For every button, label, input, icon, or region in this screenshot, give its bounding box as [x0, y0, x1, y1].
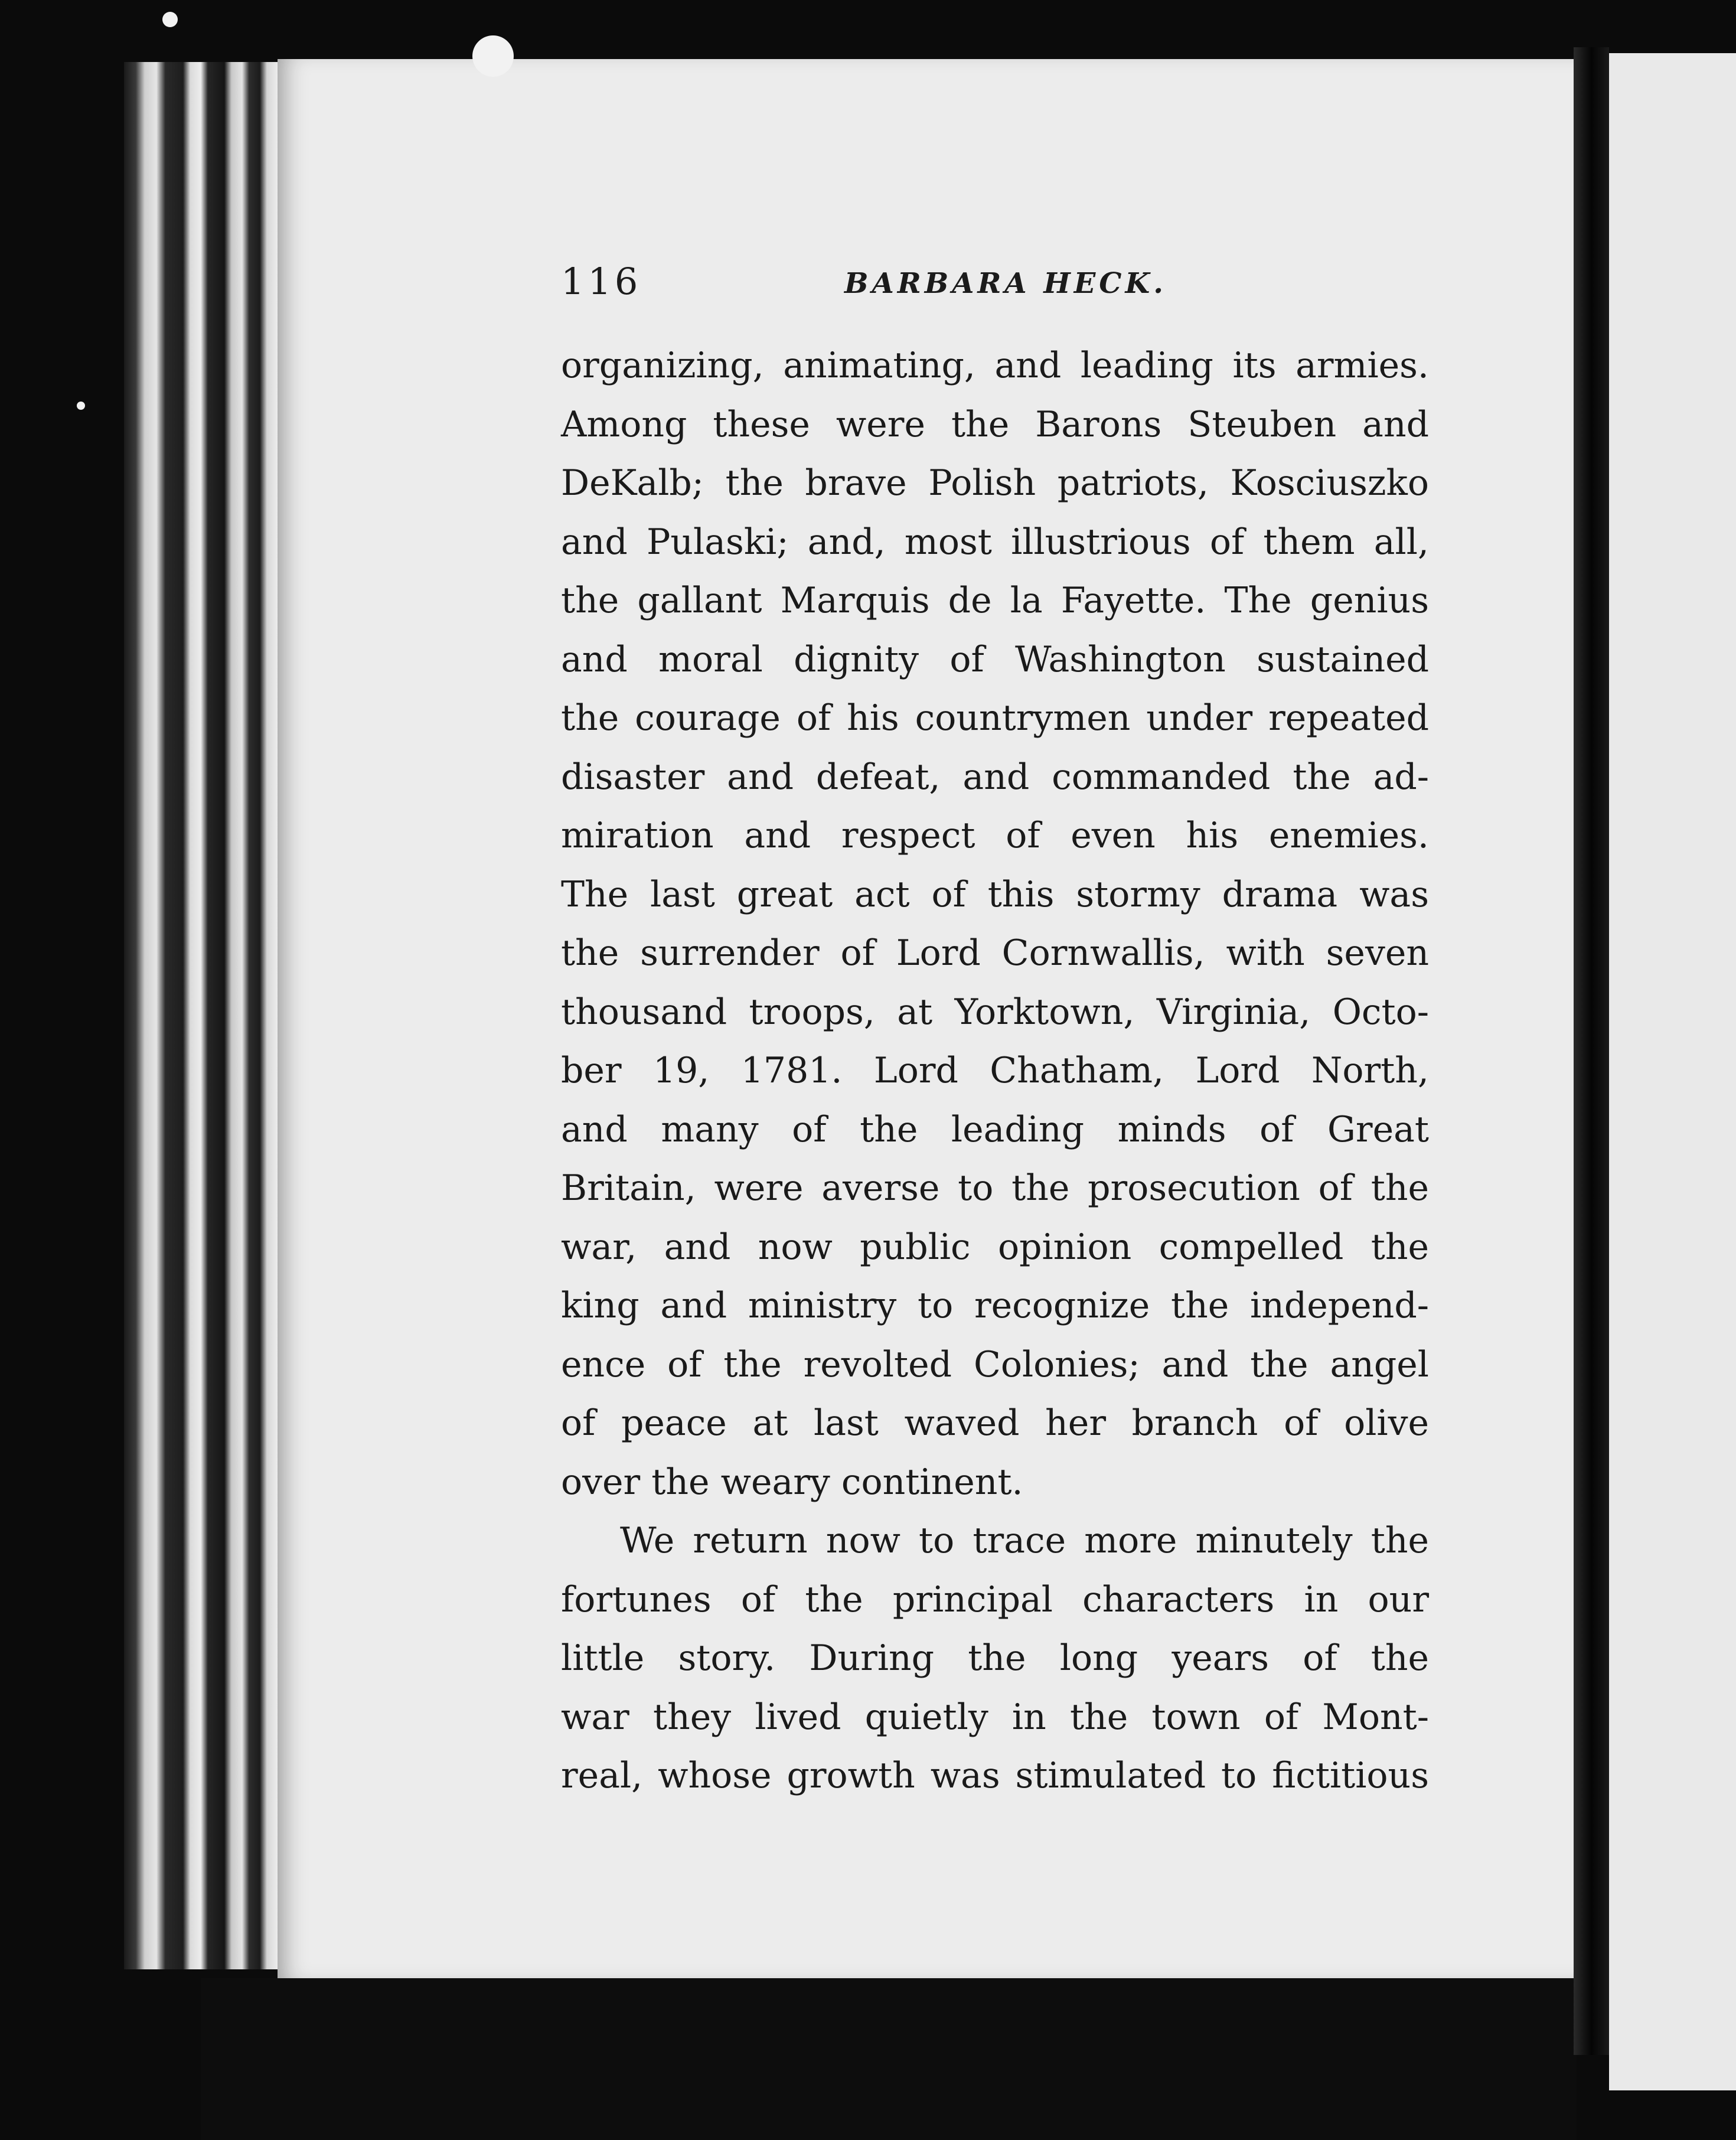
page-number: 116	[561, 260, 642, 303]
scan-background	[201, 1978, 1577, 2140]
running-head: BARBARA HECK.	[844, 267, 1167, 300]
body-text	[561, 337, 1429, 1806]
text-line: ber 19, 1781. Lord Chatham, Lord North,	[561, 1050, 1429, 1091]
text-line: and many of the leading minds of Great	[561, 1108, 1429, 1150]
text-line: ence of the revolted Colonies; and the angel	[561, 1343, 1429, 1385]
text-line: and moral dignity of Washington sustained	[561, 638, 1429, 680]
text-line: Among these were the Barons Steuben and	[561, 403, 1429, 445]
text-line: disaster and defeat, and commanded the ad-	[561, 756, 1429, 798]
paper-speck	[472, 35, 514, 77]
text-line: king and ministry to recognize the independ-	[561, 1285, 1429, 1326]
text-line: little story. During the long years of the	[561, 1637, 1429, 1679]
text-line: fortunes of the principal characters in our	[561, 1578, 1429, 1620]
text-line: of peace at last waved her branch of olive	[561, 1402, 1429, 1444]
text-line: war, and now public opinion compelled the	[561, 1226, 1429, 1268]
text-line: the surrender of Lord Cornwallis, with seven	[561, 932, 1429, 974]
text-line: and Pulaski; and, most illustrious of them all,	[561, 521, 1429, 563]
paragraph-1	[561, 337, 1429, 1512]
text-line: DeKalb; the brave Polish patriots, Kosciuszko	[561, 462, 1429, 504]
text-line: the courage of his countrymen under repeated	[561, 697, 1429, 739]
text-line: war they lived quietly in the town of Mont-	[561, 1696, 1429, 1738]
book-page-edges	[124, 62, 295, 1969]
text-line: We return now to trace more minutely the	[620, 1520, 1429, 1561]
text-line: thousand troops, at Yorktown, Virginia, Octo-	[561, 991, 1429, 1033]
text-line: organizing, animating, and leading its armies.	[561, 345, 1429, 386]
text-line: the gallant Marquis de la Fayette. The genius	[561, 580, 1429, 621]
text-line: Britain, were averse to the prosecution of the	[561, 1167, 1429, 1209]
facing-page-edge	[1609, 53, 1736, 2090]
text-line: over the weary continent.	[561, 1461, 1023, 1503]
page-header	[561, 260, 1435, 307]
paragraph-2	[561, 1512, 1429, 1806]
text-line: real, whose growth was stimulated to fictitious	[561, 1755, 1429, 1796]
book-gutter	[1574, 47, 1609, 2055]
text-line: miration and respect of even his enemies.	[561, 815, 1429, 856]
text-line: The last great act of this stormy drama was	[561, 873, 1429, 915]
paper-speck	[77, 402, 85, 410]
paper-speck	[162, 12, 178, 27]
